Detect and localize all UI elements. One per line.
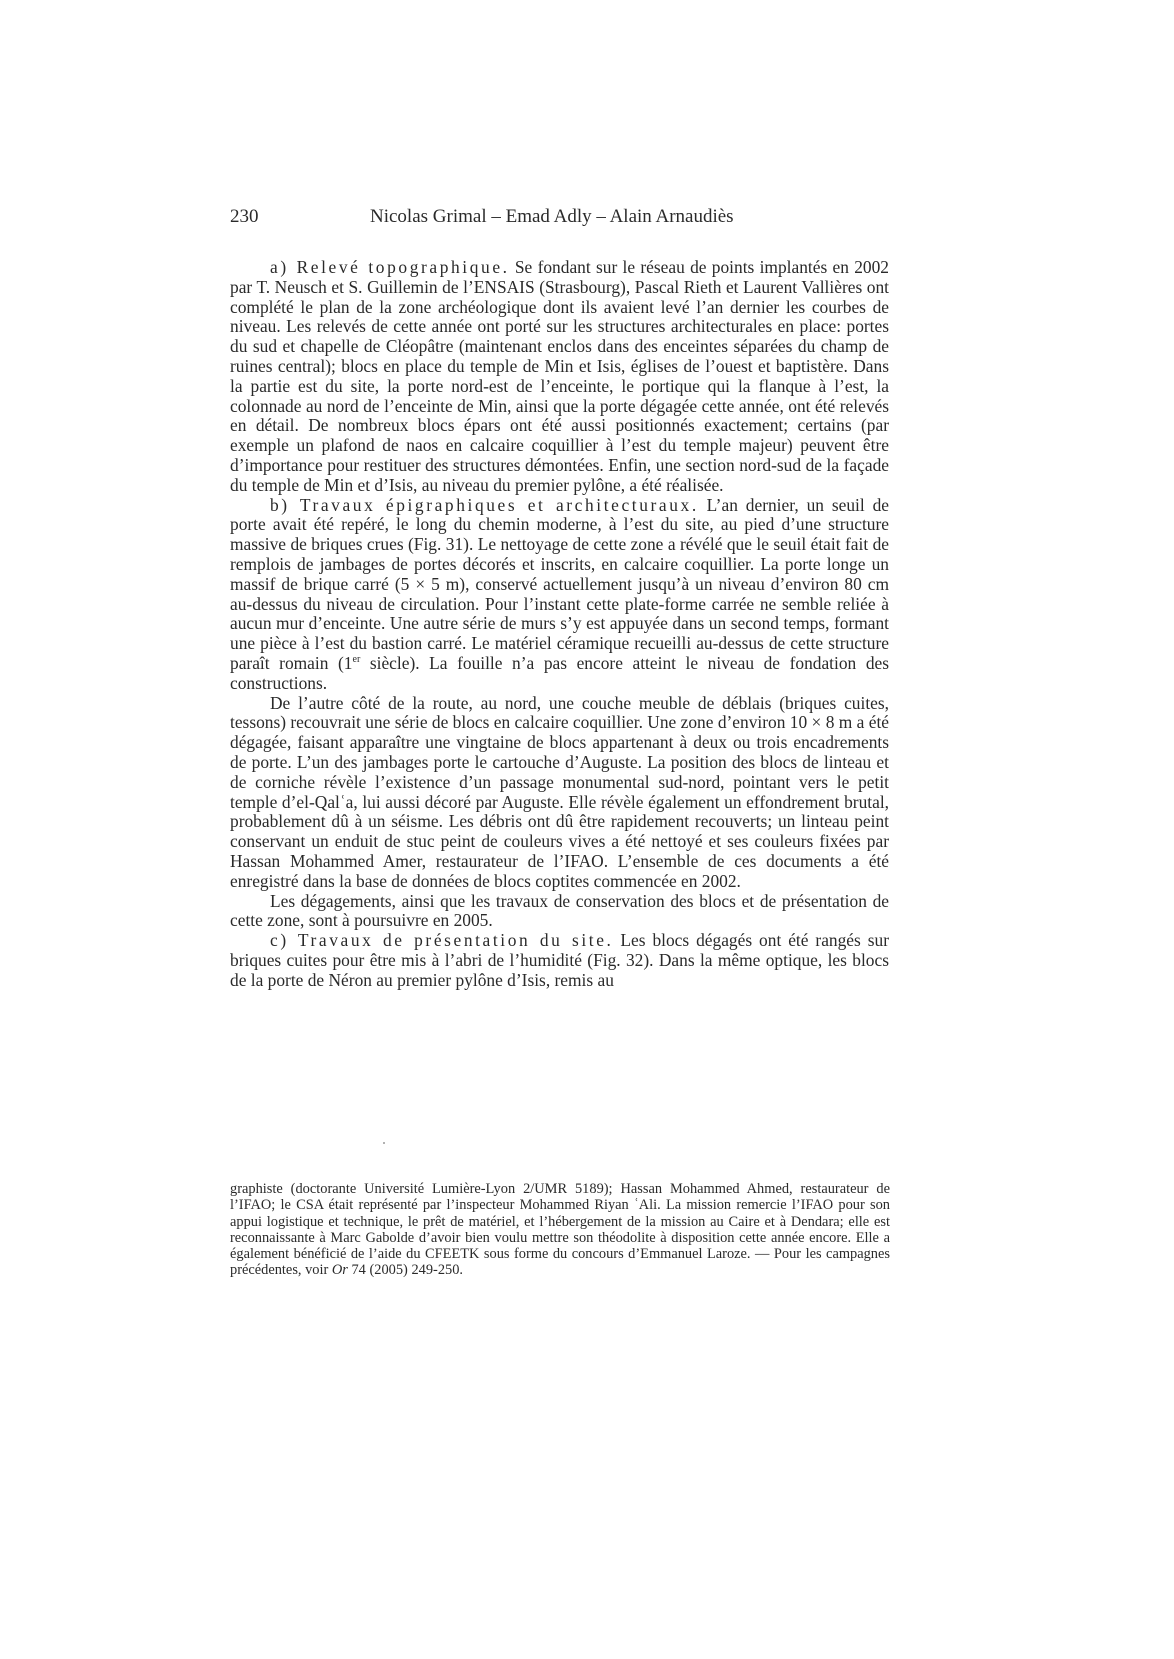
paragraph-releve-topographique	[230, 258, 889, 496]
paragraph-degagements	[230, 892, 889, 932]
running-head	[230, 204, 890, 230]
paragraph-text: L’an dernier, un seuil de porte avait été repéré, le long du chemin moderne, à l’est du site, au pied d’une structure massive de briques crues (Fig. 31). Le nettoyage de cette zone a révélé que le seuil était fait de remplois de jambages de portes décorés et inscrits, en calcaire coquillier. La porte longe un massif de brique carré (5 × 5 m), conservé actuellement jusqu’à un niveau d’environ 80 cm au-dessus du niveau de circulation. Pour l’instant cette plate-forme carrée ne semble reliée à aucun mur d’enceinte. Une autre série de murs s’y est appuyée dans un second temps, formant une pièce à l’est du bastion carré. Le matériel céramique recueilli au-dessus de cette structure paraît romain (1	[230, 494, 889, 673]
paragraph-text: De l’autre côté de la route, au nord, une couche meuble de déblais (briques cuites, tessons) recouvrait une série de blocs en calcaire coquillier. Une zone d’environ 10 × 8 m a été dégagée, faisant apparaître une vingtaine de blocs appartenant à deux ou trois encadrements de porte. L’un des jambages porte le cartouche d’Auguste. La position des blocs de linteau et de corniche révèle l’existence d’un passage monumental sud-nord, pointant vers le petit temple d’el-Qalʿa, lui aussi décoré par Auguste. Elle révèle également un effondrement brutal, probablement dû à un séisme. Les débris ont dû être rapidement recouverts; un linteau peint conservant un enduit de stuc peint de couleurs vives a été nettoyé et ses couleurs fixées par Hassan Mohammed Amer, restaurateur de l’IFAO. L’ensemble de ces documents a été enregistré dans la base de données de blocs coptites commencée en 2002.	[230, 692, 889, 891]
paragraph-text: Les dégagements, ainsi que les travaux de conservation des blocs et de présentation de cette zone, sont à poursuivre en 2005.	[230, 890, 889, 931]
main-text	[230, 258, 889, 990]
section-heading-a: a) Relevé topographique.	[270, 257, 510, 277]
paragraph-autre-cote	[230, 694, 889, 892]
paragraph-text-continued: siècle). La fouille n’a pas encore atteint le niveau de fondation des constructions.	[230, 652, 889, 693]
footnote	[230, 1181, 890, 1279]
superscript-er: er	[352, 654, 361, 666]
footnote-text-end: 74 (2005) 249-250.	[347, 1262, 464, 1279]
section-heading-b: b) Travaux épigraphiques et architecturaux.	[270, 494, 699, 515]
footnote-text	[230, 1181, 890, 1279]
section-heading-c: c) Travaux de présentation du site.	[270, 930, 614, 951]
paragraph-text: Les blocs dégagés ont été rangés sur briques cuites pour être mis à l’abri de l’humidité (Fig. 32). Dans la même optique, les blocs de la porte de Néron au premier pylône d’Isis, remis au	[230, 930, 889, 990]
paragraph-travaux-epigraphiques	[230, 496, 889, 694]
running-head-authors: Nicolas Grimal – Emad Adly – Alain Arnaudiès	[370, 206, 734, 227]
paragraph-travaux-presentation	[230, 931, 889, 990]
scan-speck	[383, 1142, 385, 1144]
footnote-text-main: graphiste (doctorante Université Lumière-Lyon 2/UMR 5189); Hassan Mohammed Ahmed, restaurateur de l’IFAO; le CSA était représenté par l’inspecteur Mohammed Riyan ʿAli. La mission remercie l’IFAO pour son appui logistique et technique, le prêt de matériel, et l’hébergement de la mission au Caire et à Dendara; elle est reconnaissante à Marc Gabolde d’avoir bien voulu mettre son théodolite à disposition cette année encore. Elle a également bénéficié de l’aide du CFEETK sous forme du concours d’Emmanuel Laroze. — Pour les campagnes précédentes, voir	[230, 1181, 890, 1279]
journal-abbreviation: Or	[331, 1262, 348, 1279]
paragraph-text: Se fondant sur le réseau de points implantés en 2002 par T. Neusch et S. Guillemin de l’ENSAIS (Strasbourg), Pascal Rieth et Laurent Vallières ont complété le plan de la zone archéologique dont ils avaient levé l’an dernier les courbes de niveau. Les relevés de cette année ont porté sur les structures architecturales en place: portes du sud et chapelle de Cléopâtre (maintenant enclos dans des enceintes séparées du champ de ruines central); blocs en place du temple de Min et Isis, églises de l’ouest et baptistère. Dans la partie est du site, la porte nord-est de l’enceinte, le portique qui la flanque à l’est, la colonnade au nord de l’enceinte de Min, ainsi que la porte dégagée cette année, ont été relevés en détail. De nombreux blocs épars ont été aussi positionnés exactement; certains (par exemple un plafond de naos en calcaire coquillier à l’est du temple majeur) peuvent être d’importance pour restituer des structures démontées. Enfin, une section nord-sud de la façade du temple de Min et d’Isis, au niveau du premier pylône, a été réalisée.	[230, 257, 889, 495]
page-number: 230	[230, 206, 259, 227]
